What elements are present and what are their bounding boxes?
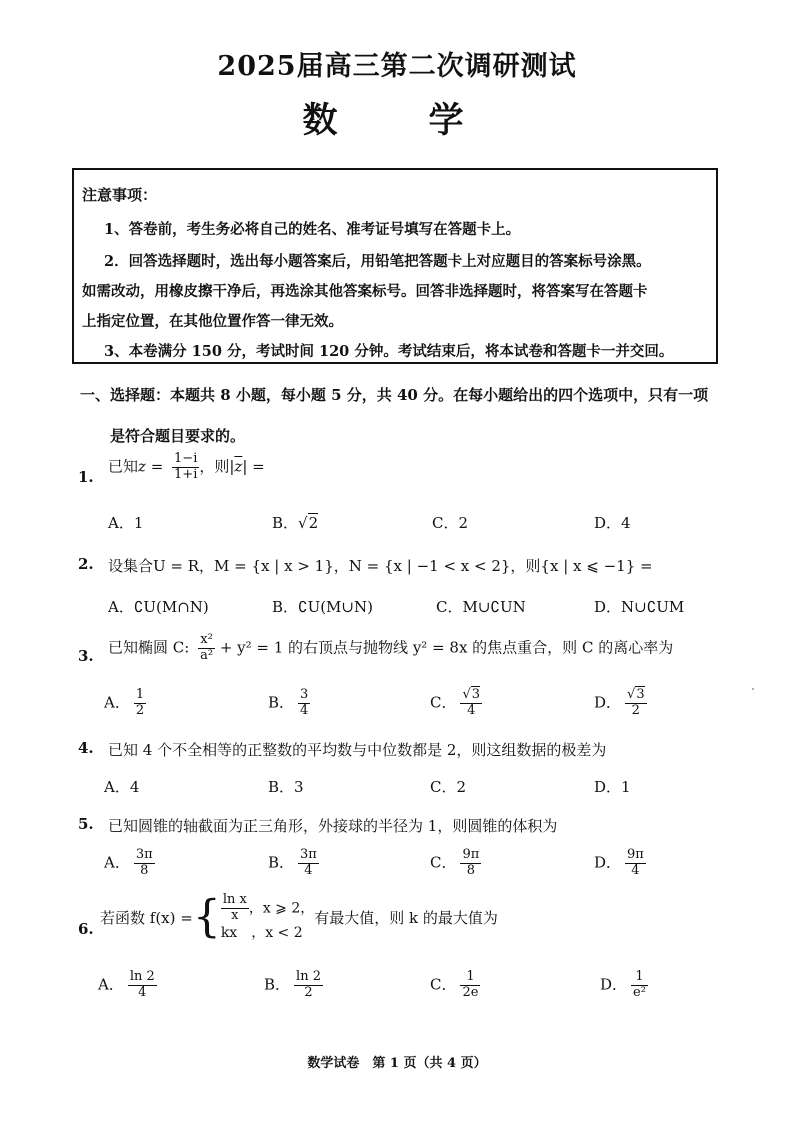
question-3-stem: 已知椭圆 C: $\frac{\text{x²}}{\text{a²}}$ + y² = 1 的右顶点与抛物线 y² = 8x 的焦点重合，则 C 的离心率为: [108, 632, 674, 663]
q4-option-a: A．4: [104, 778, 140, 796]
q6-option-d: D． $\frac{1}{\text{e²}}$: [600, 969, 646, 1000]
question-6-stem: 若函数 f(x) ={ $\frac{\text{ln x}}{x}$ ，x ⩾ 2， kx ，x < 2 有最大值，则 k 的最大值为: [100, 891, 498, 943]
q6-option-c: C． $\frac{1}{2e}$: [430, 969, 479, 1000]
notice-line-4: 上指定位置，在其他位置作答一律无效。: [82, 313, 343, 330]
q4-option-d: D．1: [594, 778, 631, 796]
notice-heading: 注意事项：: [82, 186, 158, 204]
q3-fraction: $\frac{\text{x²}}{\text{a²}}$: [200, 632, 214, 663]
q1-option-a: A．1: [108, 514, 144, 532]
q3-option-d: D． $\frac{√3}{2}$: [594, 687, 645, 718]
notice-line-2: 2．回答选择题时，选出每小题答案后，用铅笔把答题卡上对应题目的答案标号涂黑。: [104, 253, 651, 270]
question-5-number: 5.: [78, 815, 94, 833]
q1-option-c: C．2: [432, 514, 469, 532]
section-heading-line2: 是符合题目要求的。: [110, 427, 246, 445]
question-1-stem: 已知z = $\frac{1-i}{1+i}$ ，则$|\overline{z}|$ =: [108, 451, 265, 482]
question-2-stem: 设集合U = R，M = {x | x > 1}，N = {x | −1 < x < 2}，则{x | x ⩽ −1} =: [108, 557, 653, 575]
q2-option-d: D．N∪∁UM: [594, 598, 685, 616]
notice-box: [72, 168, 718, 364]
notice-line-1: 1、答卷前，考生务必将自己的姓名、准考证号填写在答题卡上。: [104, 221, 521, 238]
notice-line-3: 如需改动，用橡皮擦干净后，再选涂其他答案标号。回答非选择题时，将答案写在答题卡: [82, 283, 648, 300]
q5-option-b: B． $\frac{3\pi}{4}$: [268, 847, 317, 878]
question-3-number: 3.: [78, 647, 94, 665]
q5-option-c: C． $\frac{9\pi}{8}$: [430, 847, 480, 878]
question-5-stem: 已知圆锥的轴截面为正三角形，外接球的半径为 1，则圆锥的体积为: [108, 817, 558, 835]
page-footer: 数学试卷 第 1 页（共 4 页）: [307, 1056, 487, 1071]
q3-option-c: C． $\frac{√3}{4}$: [430, 687, 481, 718]
question-6-number: 6.: [78, 920, 94, 938]
scan-speck: [752, 688, 754, 690]
section-heading-line1: 一、选择题：本题共 8 小题，每小题 5 分，共 40 分。在每小题给出的四个选项中，只有一项: [80, 386, 709, 404]
q1-option-d: D．4: [594, 514, 631, 532]
q5-option-a: A． $\frac{3\pi}{8}$: [104, 847, 153, 878]
q1-fraction: $\frac{1-i}{1+i}$: [174, 451, 198, 482]
exam-title: 2025届高三第二次调研测试: [217, 51, 577, 82]
notice-line-5: 3、本卷满分 150 分，考试时间 120 分钟。考试结束后，将本试卷和答题卡一并交回。: [104, 343, 674, 360]
question-2-number: 2.: [78, 555, 94, 573]
q2-option-b: B．∁U(M∪N): [272, 598, 373, 616]
q3-option-a: A． $\frac{1}{2}$: [104, 687, 145, 718]
question-4-number: 4.: [78, 739, 94, 757]
q2-option-a: A．∁U(M∩N): [108, 598, 209, 616]
q4-option-c: C．2: [430, 778, 467, 796]
q5-option-d: D． $\frac{9\pi}{4}$: [594, 847, 644, 878]
q6-option-a: A． $\frac{\ln 2}{4}$: [98, 969, 155, 1000]
q4-option-b: B．3: [268, 778, 304, 796]
q1-option-b: B．√2: [272, 514, 319, 532]
q3-option-b: B． $\frac{3}{4}$: [268, 687, 309, 718]
subject-title: 数 学: [302, 100, 492, 141]
q6-piecewise: $\frac{\text{ln x}}{x}$ ，x ⩾ 2， kx ，x < 2: [220, 892, 315, 941]
question-1-number: 1.: [78, 468, 94, 486]
question-4-stem: 已知 4 个不全相等的正整数的平均数与中位数都是 2，则这组数据的极差为: [108, 741, 607, 759]
q2-option-c: C．M∪∁UN: [436, 598, 526, 616]
q6-option-b: B． $\frac{\ln 2}{2}$: [264, 969, 321, 1000]
